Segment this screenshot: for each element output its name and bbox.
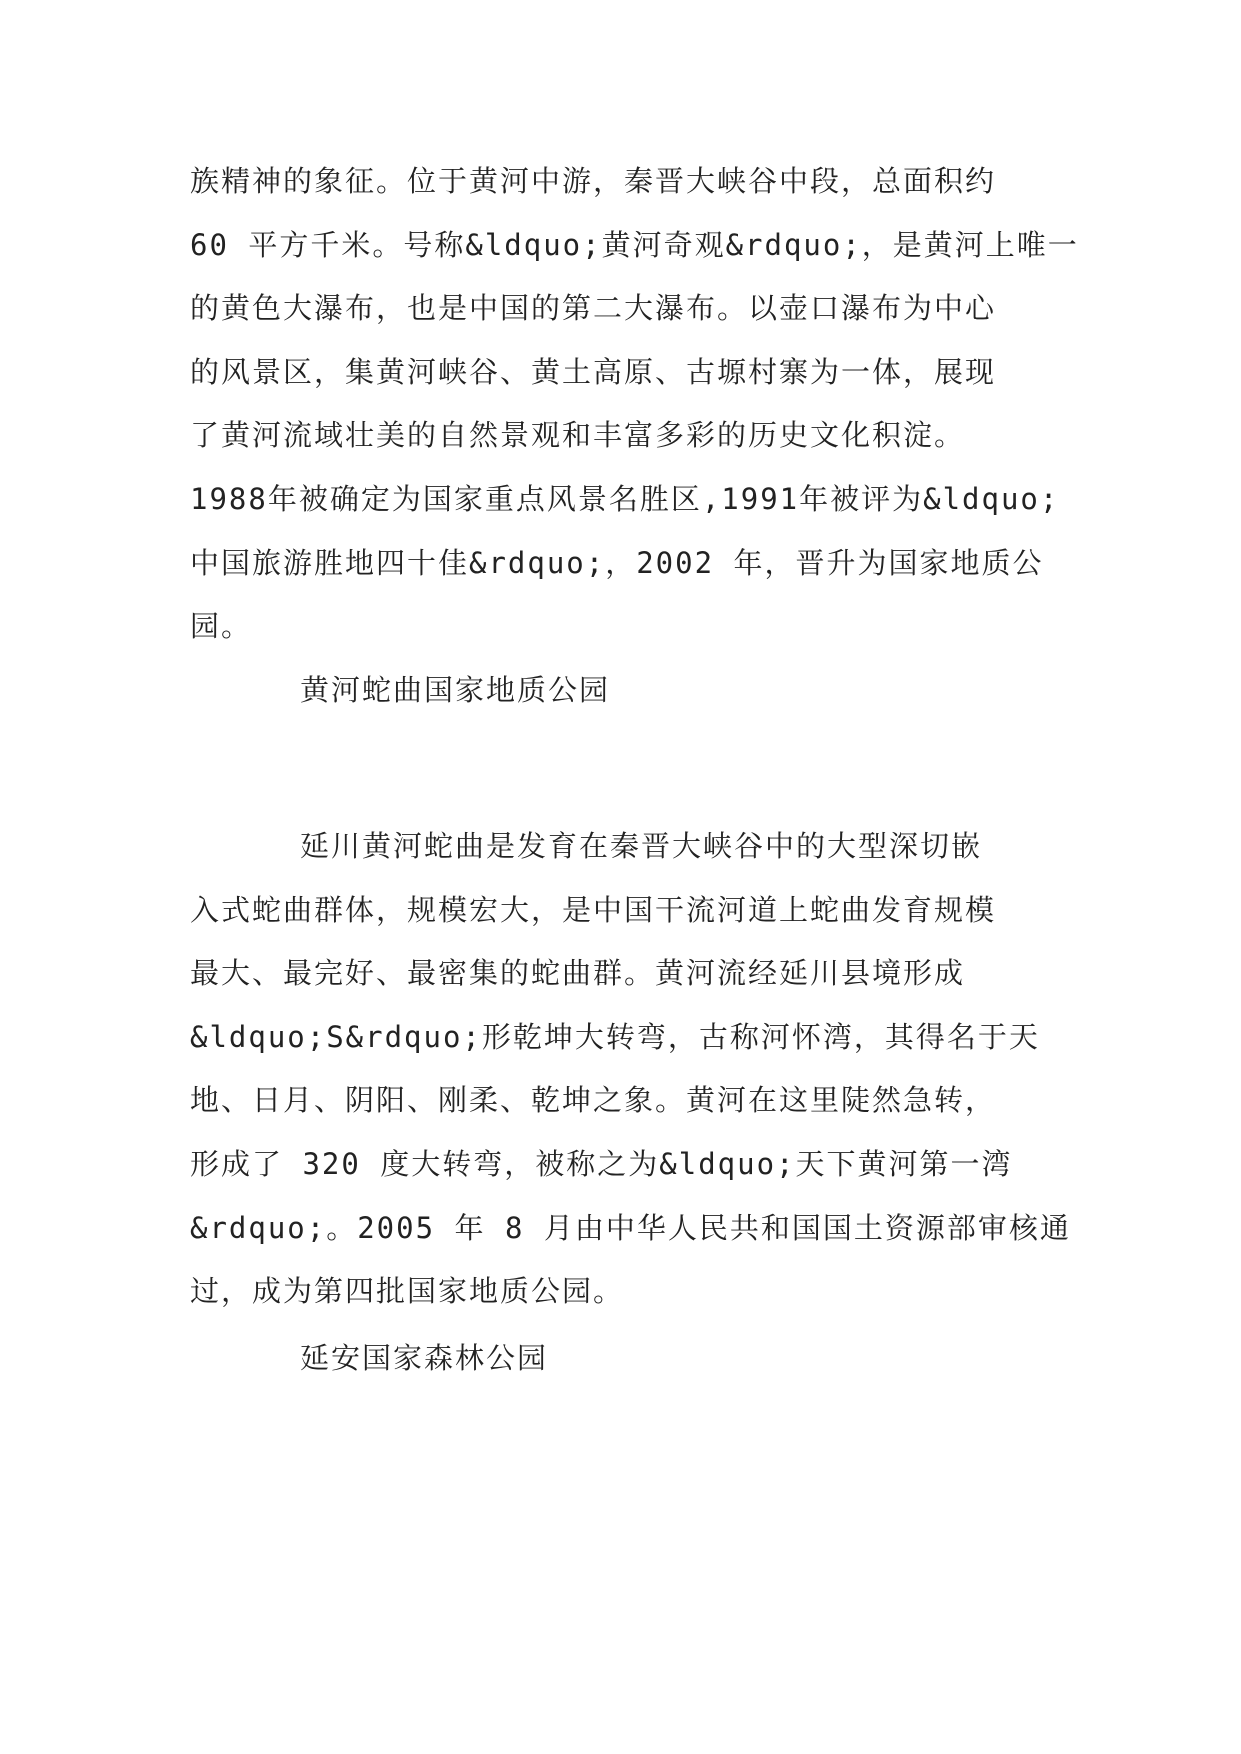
paragraph-line: 园。 (190, 609, 253, 644)
paragraph-line-indented: 延川黄河蛇曲是发育在秦晋大峡谷中的大型深切嵌 (300, 829, 983, 863)
paragraph-line: 形成了 320 度大转弯，被称之为&ldquo;天下黄河第一湾 (190, 1146, 1013, 1181)
paragraph-line: 了黄河流域壮美的自然景观和丰富多彩的历史文化积淀。 (190, 418, 966, 453)
paragraph-line: 的黄色大瀑布，也是中国的第二大瀑布。以壶口瀑布为中心 (190, 291, 997, 326)
paragraph-line: 入式蛇曲群体，规模宏大，是中国干流河道上蛇曲发育规模 (190, 892, 997, 927)
heading-yanan-forest-park: 延安国家森林公园 (300, 1341, 549, 1375)
heading-yellow-river-meander-park: 黄河蛇曲国家地质公园 (300, 673, 611, 707)
paragraph-line: &ldquo;S&rdquo;形乾坤大转弯，古称河怀湾，其得名于天 (190, 1019, 1040, 1054)
paragraph-line: &rdquo;。2005 年 8 月由中华人民共和国国土资源部审核通 (190, 1210, 1071, 1245)
paragraph-line: 的风景区，集黄河峡谷、黄土高原、古塬村寨为一体，展现 (190, 354, 997, 389)
paragraph-meander (190, 815, 1071, 1324)
paragraph-line: 族精神的象征。位于黄河中游，秦晋大峡谷中段，总面积约 (190, 164, 997, 198)
paragraph-line: 过，成为第四批国家地质公园。 (190, 1274, 625, 1309)
section-heading (190, 670, 1050, 710)
section-heading (190, 1338, 1050, 1378)
paragraph-line: 1988年被确定为国家重点风景名胜区,1991年被评为&ldquo; (190, 481, 1060, 516)
paragraph-line: 中国旅游胜地四十佳&rdquo;，2002 年，晋升为国家地质公 (190, 545, 1044, 580)
paragraph-line: 最大、最完好、最密集的蛇曲群。黄河流经延川县境形成 (190, 956, 966, 991)
paragraph-hukou (190, 150, 1079, 659)
paragraph-line: 地、日月、阴阳、刚柔、乾坤之象。黄河在这里陡然急转， (190, 1083, 997, 1118)
paragraph-line: 60 平方千米。号称&ldquo;黄河奇观&rdquo;，是黄河上唯一 (190, 227, 1079, 262)
